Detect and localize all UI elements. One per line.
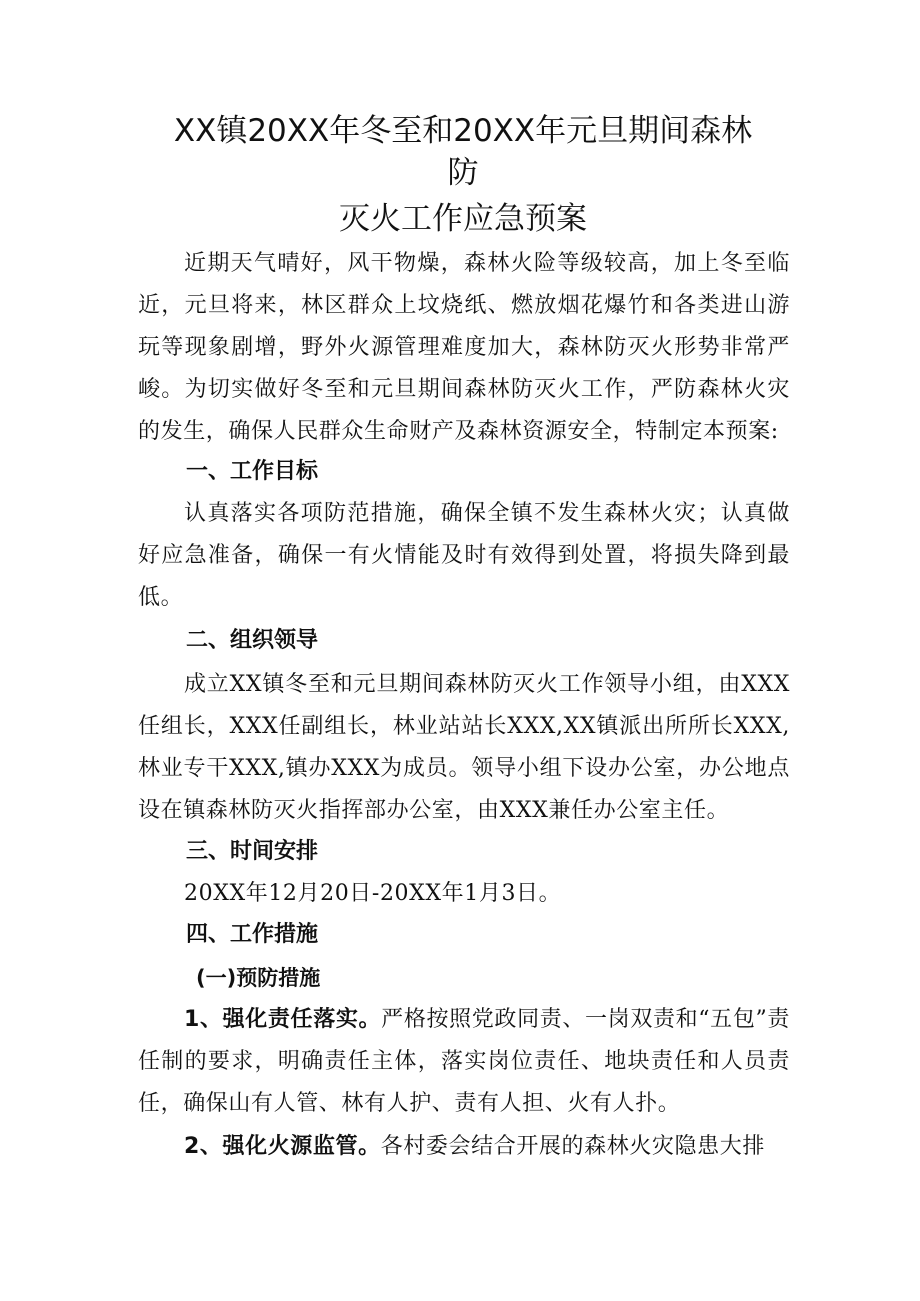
title-line-2: 防	[447, 155, 479, 191]
subsection-1-heading: (一)预防措施	[196, 966, 321, 990]
item-2-paragraph	[138, 1126, 790, 1168]
item-2-lead: 2、强化火源监管。	[184, 1134, 381, 1159]
section-2-heading: 二、组织领导	[186, 628, 319, 653]
title-line-3: 灭火工作应急预案	[339, 201, 587, 237]
section-1-heading: 一、工作目标	[186, 459, 319, 484]
section-3-paragraph: 20XX年12月20日-20XX年1月3日。	[184, 881, 562, 906]
section-4-heading: 四、工作措施	[186, 922, 319, 947]
item-2-text: 各村委会结合开展的森林火灾隐患大排	[380, 1134, 765, 1159]
item-1-text: 严格按照党政同责、一岗双责和“五包”责任制的要求，明确责任主体，落实岗位责任、地块责任和人员责任，确保山有人管、林有人护、责有人担、火有人扑。	[138, 1007, 790, 1116]
item-1-lead: 1、强化责任落实。	[184, 1007, 382, 1032]
section-2-paragraph: 成立XX镇冬至和元旦期间森林防灭火工作领导小组，由XXX任组长，XXX任副组长，林业站站长XXX,XX镇派出所所长XXX,林业专干XXX,镇办XXX为成员。领导小组下设办公室，办公地点设在镇森林防灭火指挥部办公室，由XXX兼任办公室主任。	[138, 672, 790, 823]
item-1-paragraph	[138, 999, 790, 1125]
title-line-1: XX镇20XX年冬至和20XX年元旦期间森林	[173, 113, 753, 149]
intro-paragraph: 近期天气晴好，风干物燥，森林火险等级较高，加上冬至临近，元旦将来，林区群众上坟烧纸、燃放烟花爆竹和各类进山游玩等现象剧增，野外火源管理难度加大，森林防灭火形势非常严峻。为切实做好冬至和元旦期间森林防灭火工作，严防森林火灾的发生，确保人民群众生命财产及森林资源安全，特制定本预案:	[138, 251, 790, 444]
section-1-paragraph: 认真落实各项防范措施，确保全镇不发生森林火灾；认真做好应急准备，确保一有火情能及时有效得到处置，将损失降到最低。	[138, 501, 790, 610]
section-3-heading: 三、时间安排	[186, 839, 319, 864]
